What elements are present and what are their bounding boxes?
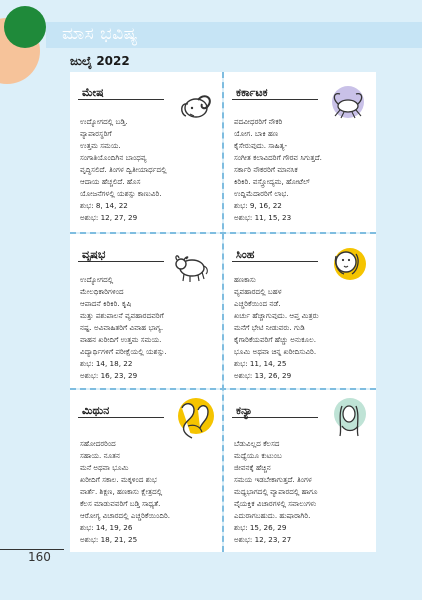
text-line: ಹಣಕಾಸು xyxy=(234,275,256,284)
lucky-dates: ಶುಭ: 11, 14, 25 xyxy=(234,359,287,368)
card-title: ಕರ್ಕಾಟಕ xyxy=(236,86,268,99)
text-line: ಮತ್ತು ಪಶುಪಾಲನೆ ವ್ಯವಹಾರದವರಿಗೆ xyxy=(80,311,164,320)
text-line: ಉದ್ಯೋಗದಲ್ಲಿ xyxy=(80,275,114,284)
text-line: ಯೋಗ. ಬಾಕಿ ಹಣ xyxy=(234,129,279,138)
text-line: ನಷ್ಟ. ಅವಿವಾಹಿತರಿಗೆ ವಿವಾಹ ಭಾಗ್ಯ. xyxy=(80,323,164,332)
text-line: ಬೆಡುವಿಲ್ಲದ ಕೆಲಸದ xyxy=(234,439,280,448)
card-body xyxy=(80,274,167,382)
unlucky-dates: ಅಶುಭ: 12, 23, 27 xyxy=(234,535,292,544)
text-line: ಆರೋಗ್ಯ ವಿಚಾರದಲ್ಲಿ ಎಚ್ಚರಿಕೆಯಿಂದಿರಿ. xyxy=(80,511,171,520)
text-line: ಕೆಲಸ ಮಾಡುವವರಿಗೆ ಬಡ್ತಿ ಸಾಧ್ಯತೆ. xyxy=(80,499,161,508)
card-title: ಮಿಥುನ xyxy=(82,404,110,417)
card-mithuna xyxy=(70,390,222,552)
unlucky-dates: ಅಶುಭ: 13, 26, 29 xyxy=(234,371,292,380)
unlucky-dates: ಅಶುಭ: 18, 21, 25 xyxy=(80,535,138,544)
page-title: ಮಾಸ ಭವಿಷ್ಯ xyxy=(62,24,139,44)
text-line: ಕೈಸೇರುವುದು. ಸಾಹಿತ್ಯ- xyxy=(234,141,288,150)
unlucky-dates: ಅಶುಭ: 12, 27, 29 xyxy=(80,213,138,222)
page-number: 160 xyxy=(28,550,51,564)
card-title: ಕನ್ಯಾ xyxy=(236,404,253,417)
text-line: ವೈಯಕ್ತಿಕ ವಿಚಾರಗಳಲ್ಲಿ ಸವಾಲುಗಳು xyxy=(234,499,317,508)
text-line: ವಾರ್ತೆ. ಶಿಕ್ಷಣ, ಹಣಕಾಸು ಕ್ಷೇತ್ರದಲ್ಲಿ xyxy=(80,487,163,496)
text-line: ಮಧ್ಯೆಯೂ ಕುಟುಂಬ xyxy=(234,451,282,460)
decorative-circle-green xyxy=(4,6,46,48)
text-line: ಆಪಾದನೆ ಕಿರಿಕಿರಿ. ಕೃಷಿ xyxy=(80,299,132,308)
text-line: ಸಂಗಾತಿಯೊಂದಿಗಿನ ಬಾಂಧವ್ಯ xyxy=(80,153,147,162)
lucky-dates: ಶುಭ: 9, 16, 22 xyxy=(234,201,282,210)
card-title: ಸಿಂಹ xyxy=(236,248,255,261)
maiden-icon xyxy=(328,396,370,442)
text-line: ಮಧ್ಯಭಾಗದಲ್ಲಿ ವ್ಯಾಪಾರದಲ್ಲಿ ಹಾಗೂ xyxy=(234,487,318,496)
unlucky-dates: ಅಶುಭ: 16, 23, 29 xyxy=(80,371,138,380)
text-line: ಖರ್ಚು ಹೆಚ್ಚಾಗುವುದು. ಆಪ್ತ ಮಿತ್ರರು xyxy=(234,311,319,320)
card-mesha xyxy=(70,72,222,232)
card-body xyxy=(234,274,319,382)
text-line: ವಾಹನ ಖರೀದಿಗೆ ಉತ್ತಮ ಸಮಯ. xyxy=(80,335,162,344)
text-line: ಮೇಲಧಿಕಾರಿಗಳಿಂದ xyxy=(80,287,124,296)
card-title: ಮೇಷ xyxy=(82,86,104,99)
text-line: ಎಚ್ಚರಿಕೆಯಿಂದ ನಡೆ. xyxy=(234,299,281,308)
text-line: ಕೈಗಾರಿಕೆಯವರಿಗೆ ಹೆಚ್ಚು ಅನುಕೂಲ. xyxy=(234,335,317,344)
card-simha xyxy=(224,234,376,388)
unlucky-dates: ಅಶುಭ: 11, 15, 23 xyxy=(234,213,292,222)
text-line: ವ್ಯಾಪಾರಸ್ಥರಿಗೆ xyxy=(80,129,112,138)
text-line: ವಿದ್ಯಾರ್ಥಿಗಳಿಗೆ ಪರೀಕ್ಷೆಯಲ್ಲಿ ಯಶಸ್ಸು. xyxy=(80,347,167,356)
lucky-dates: ಶುಭ: 14, 19, 26 xyxy=(80,523,133,532)
horoscope-grid xyxy=(70,72,376,552)
card-karkataka xyxy=(224,72,376,232)
text-line: ವೃದ್ಧಿಸಲಿದೆ. ತಿಂಗಳ ದ್ವಿತೀಯಾರ್ಧದಲ್ಲಿ xyxy=(80,165,167,174)
text-line: ಉತ್ತಮ ಸಮಯ. xyxy=(80,141,121,150)
lucky-dates: ಶುಭ: 8, 14, 22 xyxy=(80,201,128,210)
text-line: ಸಹೋದರರಿಂದ xyxy=(80,439,116,448)
text-line: ಸಹಾಯ. ನೂತನ xyxy=(80,451,120,460)
lucky-dates: ಶುಭ: 14, 18, 22 xyxy=(80,359,133,368)
text-line: ಮನೆ ಅಥವಾ ಭೂಮಿ xyxy=(80,463,129,472)
text-line: ಉದ್ಯೋಗದಲ್ಲಿ ಬಡ್ತಿ. xyxy=(80,117,128,126)
card-body xyxy=(234,116,322,224)
month-label: ಜುಲೈ 2022 xyxy=(70,54,130,68)
lucky-dates: ಶುಭ: 15, 26, 29 xyxy=(234,523,287,532)
card-body xyxy=(234,438,318,546)
card-title: ವೃಷಭ xyxy=(82,248,106,261)
card-kanya xyxy=(224,390,376,552)
text-line: ಜೀವನಕ್ಕೆ ಹೆಚ್ಚಿನ xyxy=(234,463,271,472)
text-line: ಎದುರಾಗಬಹುದು. ಹುಷಾರಾಗಿರಿ. xyxy=(234,511,311,520)
column-divider xyxy=(222,72,224,552)
row-divider xyxy=(70,232,376,234)
text-line: ಸಂಗೀತ ಕಲಾವಿದರಿಗೆ ಗೌರವ ಸಿಗುತ್ತದೆ. xyxy=(234,153,322,162)
card-body xyxy=(80,438,170,546)
row-divider xyxy=(70,388,376,390)
text-line: ಯೋಜನೆಗಳಲ್ಲಿ ಯಶಸ್ಸು ಕಾಣುವಿರಿ. xyxy=(80,189,162,198)
text-line: ಖರೀದಿಗೆ ಸಕಾಲ. ಮಕ್ಕಳಿಂದ ಶುಭ xyxy=(80,475,157,484)
text-line: ಭೂಮಿ ಅಥವಾ ಚಿನ್ನ ಖರೀದಿಸುವಿರಿ. xyxy=(234,347,317,356)
text-line: ಸರ್ಕಾರಿ ನೌಕರರಿಗೆ ಮಾನಸಿಕ xyxy=(234,165,298,174)
card-vrishabha xyxy=(70,234,222,388)
text-line: ಉದ್ದಿಮೆದಾರರಿಗೆ ಲಾಭ. xyxy=(234,189,289,198)
text-line: ವ್ಯವಹಾರದಲ್ಲಿ ಬಹಳ xyxy=(234,287,282,296)
text-line: ಮನೆಗೆ ಭೇಟಿ ನೀಡುವರು. ಗುಡಿ xyxy=(234,323,305,332)
text-line: ಆದಾಯ ಹೆಚ್ಚಲಿದೆ. ಹೊಸ xyxy=(80,177,141,186)
text-line: ಪದವೀಧರರಿಗೆ ನೌಕರಿ xyxy=(234,117,283,126)
card-body xyxy=(80,116,167,224)
text-line: ಸಮಯ ಇಡಬೇಕಾಗುತ್ತದೆ. ತಿಂಗಳ xyxy=(234,475,312,484)
text-line: ಕಿರಿಕಿರಿ. ವಸ್ತ್ರೋದ್ಯಮ, ಹೋಟೆಲ್ xyxy=(234,177,311,186)
twins-icon xyxy=(170,396,216,442)
